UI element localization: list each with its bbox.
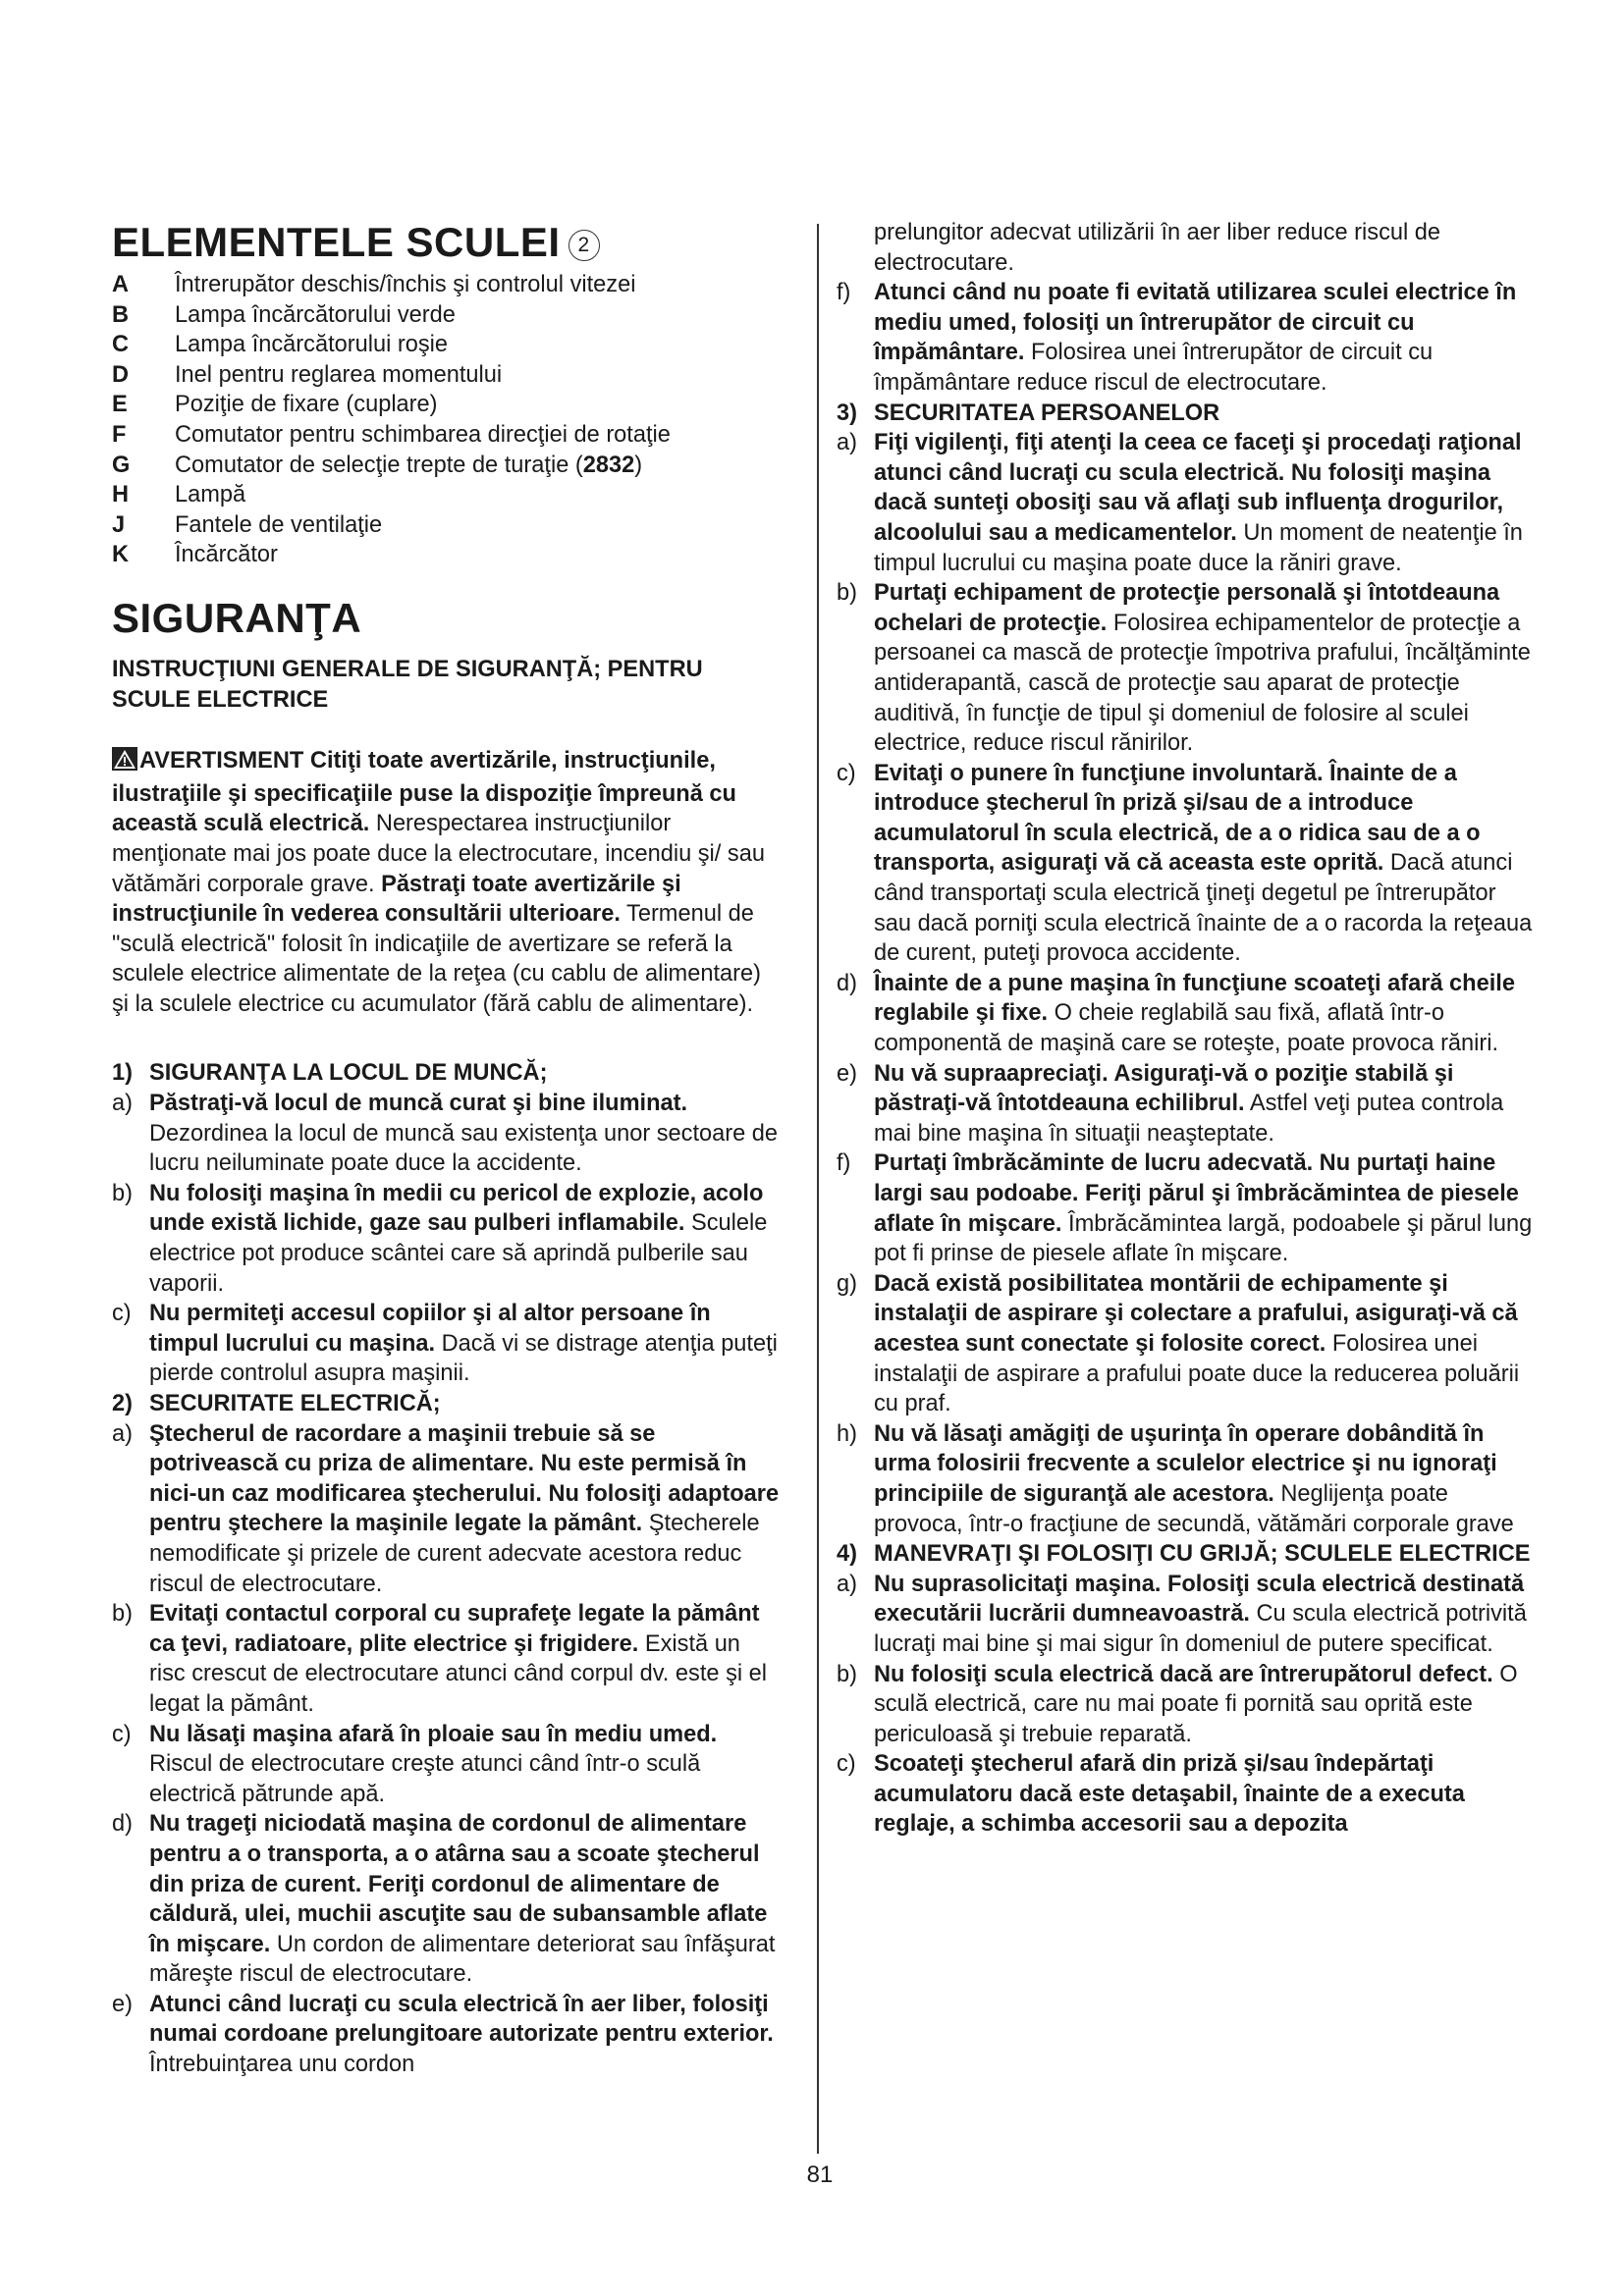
instruction-item: e) Nu vă supraapreciaţi. Asiguraţi-vă o poziţie stabilă şi păstraţi-vă întotdeauna echilibrul. Astfel veţi putea controla mai bine maşina în situaţii neaşteptate. [837,1060,1504,1147]
section-heading-electrical: 2) SECURITATE ELECTRICĂ; [112,1391,441,1416]
section-heading-workplace: 1) SIGURANŢA LA LOCUL DE MUNCĂ; [112,1060,548,1087]
safety-title: SIGURANŢA [112,594,362,641]
instruction-item: a) Păstraţi-vă locul de muncă curat şi bine iluminat. Dezordinea la locul de muncă sau existenţa unor sectoare de lucru neiluminate poate duce la accidente. [112,1091,779,1177]
instruction-item: b) Evitaţi contactul corporal cu suprafeţe legate la pământ ca ţevi, radiatoare, plite electrice şi frigidere. Există un risc crescut de electrocutare atunci când corpul dv. este şi el legat la pământ. [112,1601,768,1717]
instruction-item: f) Purtaţi îmbrăcăminte de lucru adecvată. Nu purtaţi haine largi sau podoabe. Feriţi părul şi îmbrăcămintea de piesele aflate în mişcare. Îmbrăcămintea largă, podoabele şi părul lung pot fi prinse de piesele aflate în mişcare. [837,1150,1533,1267]
instruction-item: h) Nu vă lăsaţi amăgiţi de uşurinţa în operare dobândită în urma folosirii frecvente a sculelor electrice şi nu ignoraţi principiile de siguranţă ale acestora. Neglijenţa poate provoca, într-o fracţiune de secundă, vătămări corporale grave [837,1420,1514,1537]
instruction-item: e) Atunci când lucraţi cu scula electrică în aer liber, folosiţi numai cordoane prelungitoare autorizate pentru exterior. Întrebuinţarea unu cordon [112,1991,774,2078]
instruction-item: a) Nu suprasolicitaţi maşina. Folosiţi scula electrică destinată executării lucrării dumneavoastră. Cu scula electrică potrivită lucraţi mai bine şi mai sigur în domeniul de putere specificat. [837,1571,1527,1657]
tool-elements-legend [112,270,780,570]
instruction-item: b) Nu folosiţi maşina în medii cu pericol de explozie, acolo unde există lichide, gaze sau pulberi inflamabile. Sculele electrice pot produce scântei care să aprindă pulberile sau vaporii. [112,1180,768,1297]
general-instructions-heading: INSTRUCŢIUNI GENERALE DE SIGURANŢĂ; PENTRU SCULE ELECTRICE [112,656,703,713]
warning-paragraph: AVERTISMENT Citiţi toate avertizările, instrucţiunile, ilustraţiile şi specificaţiile puse la dispoziţie împreună cu această sculă electrică. Nerespectarea instrucţiunilor menţionate mai jos poate duce la electrocutare, incendiu şi/ sau vătămări corporale grave. Păstraţi toate avertizările şi instrucţiunile în vederea consultării ulterioare. Termenul de "sculă electrică" folosit în indicaţiile de avertizare se referă la sculele electrice alimentate de la reţea (cu cablu de alimentare) şi la sculele electrice cu acumulator (fără cablu de alimentare). [112,748,765,1017]
section-heading-personal: 3) SECURITATEA PERSOANELOR [837,400,1220,426]
legend-item: J Fantele de ventilaţie [112,511,383,538]
page-number: 81 [806,2162,834,2188]
instruction-item: d) Înainte de a pune maşina în funcţiune scoateţi afară cheile reglabile şi fixe. O cheie reglabilă sau fixă, aflată într-o componentă de maşină care se roteşte, poate provoca răniri. [837,970,1515,1057]
instruction-item: b) Purtaţi echipament de protecţie personală şi întotdeauna ochelari de protecţie. Folosirea echipamentelor de protecţie a persoanei ca mască de protecţie împotriva prafului, încălţăminte antiderapantă, cască de protecţie sau aparat de protecţie auditivă, în funcţie de tipul şi domeniul de folosire al sculei electrice, reduce riscul rănirilor. [837,580,1531,757]
page-title: ELEMENTELE SCULEI 2 [112,218,780,267]
legend-item: C Lampa încărcătorului roşie [112,332,449,358]
instruction-item: c) Evitaţi o punere în funcţiune involuntară. Înainte de a introduce ştecherul în priză şi/sau de a introduce acumulatorul în scula electrică, de a o ridica sau de a o transporta, asiguraţi vă că aceasta este oprită. Dacă atunci când transportaţi scula electrică ţineţi degetul pe întrerupător sau dacă porniţi scula electrică înainte de a o racorda la reţeaua de curent, puteţi provoca accidente. [837,760,1533,967]
instruction-item: c) Nu lăsaţi maşina afară în ploaie sau în mediu umed. Riscul de electrocutare creşte atunci când într-o sculă electrică pătrunde apă. [112,1721,718,1807]
instruction-item: b) Nu folosiţi scula electrică dacă are întrerupătorul defect. O sculă electrică, care nu mai poate fi pornită sau oprită este periculoasă şi trebuie reparată. [837,1661,1518,1747]
right-column [837,218,1536,1840]
legend-item: B Lampa încărcătorului verde [112,301,456,328]
legend-item: F Comutator pentru schimbarea direcţiei de rotaţie [112,421,671,448]
legend-item: G Comutator de selecţie trepte de turaţie (2832) [112,452,643,478]
warning-icon [112,747,137,779]
legend-item: K Încărcător [112,542,278,568]
instruction-item: g) Dacă există posibilitatea montării de echipamente şi instalaţii de aspirare şi colectare a prafului, asiguraţi-vă că acestea sunt conectate şi folosite corect. Folosirea unei instalaţii de aspirare a prafului poate duce la reducerea poluării cu praf. [837,1270,1520,1417]
left-column [112,218,780,2080]
instruction-item: a) Fiţi vigilenţi, fiţi atenţi la ceea ce faceţi şi procedaţi raţional atunci când lucraţi cu scula electrică. Nu folosiţi maşina dacă sunteţi obosiţi sau vă aflaţi sub influenţa drogurilor, alcoolului sau a medicamentelor. Un moment de neatenţie în timpul lucrului cu maşina poate duce la răniri grave. [837,430,1523,576]
instruction-item: a) Ştecherul de racordare a maşinii trebuie să se potrivească cu priza de alimentare. Nu este permisă în nici-un caz modificarea ştecherului. Nu folosiţi adaptoare pentru ştechere la maşinile legate la pământ. Ştecherele nemodificate şi prizele de curent adecvate acestora reduc riscul de electrocutare. [112,1420,780,1597]
instruction-item: d) Nu trageţi niciodată maşina de cordonul de alimentare pentru a o transporta, a o atârna sau a scoate ştecherul din priza de curent. Feriţi cordonul de alimentare de căldură, ulei, muchii ascuţite sau de subansamble aflate în mişcare. Un cordon de alimentare deteriorat sau înfăşurat măreşte riscul de electrocutare. [112,1811,776,1988]
legend-item: A Întrerupător deschis/închis şi controlul vitezei [112,272,636,297]
column-divider [817,224,819,2154]
legend-item: H Lampă [112,482,246,508]
instruction-item-continued: prelungitor adecvat utilizării în aer liber reduce riscul de electrocutare. [874,220,1441,276]
legend-item: E Poziţie de fixare (cuplare) [112,392,438,418]
legend-item: D Inel pentru reglarea momentului [112,361,503,388]
instruction-item: c) Nu permiteţi accesul copiilor şi al altor persoane în timpul lucrului cu maşina. Dacă vi se distrage atenţia puteţi pierde controlul asupra maşinii. [112,1301,778,1387]
figure-reference-badge: 2 [568,230,600,261]
section-heading-tool-use: 4) MANEVRAŢI ŞI FOLOSIŢI CU GRIJĂ; SCULELE ELECTRICE [837,1541,1531,1568]
instruction-item: c) Scoateţi ştecherul afară din priză şi/sau îndepărtaţi acumulatoru dacă este detaşabil, înainte de a executa reglaje, a schimba accesorii sau a depozita [837,1751,1465,1838]
instruction-item: f) Atunci când nu poate fi evitată utilizarea sculei electrice în mediu umed, folosiţi un întrerupător de circuit cu împământare. Folosirea unei întrerupător de circuit cu împământare reduce riscul de electrocutare. [837,280,1517,396]
